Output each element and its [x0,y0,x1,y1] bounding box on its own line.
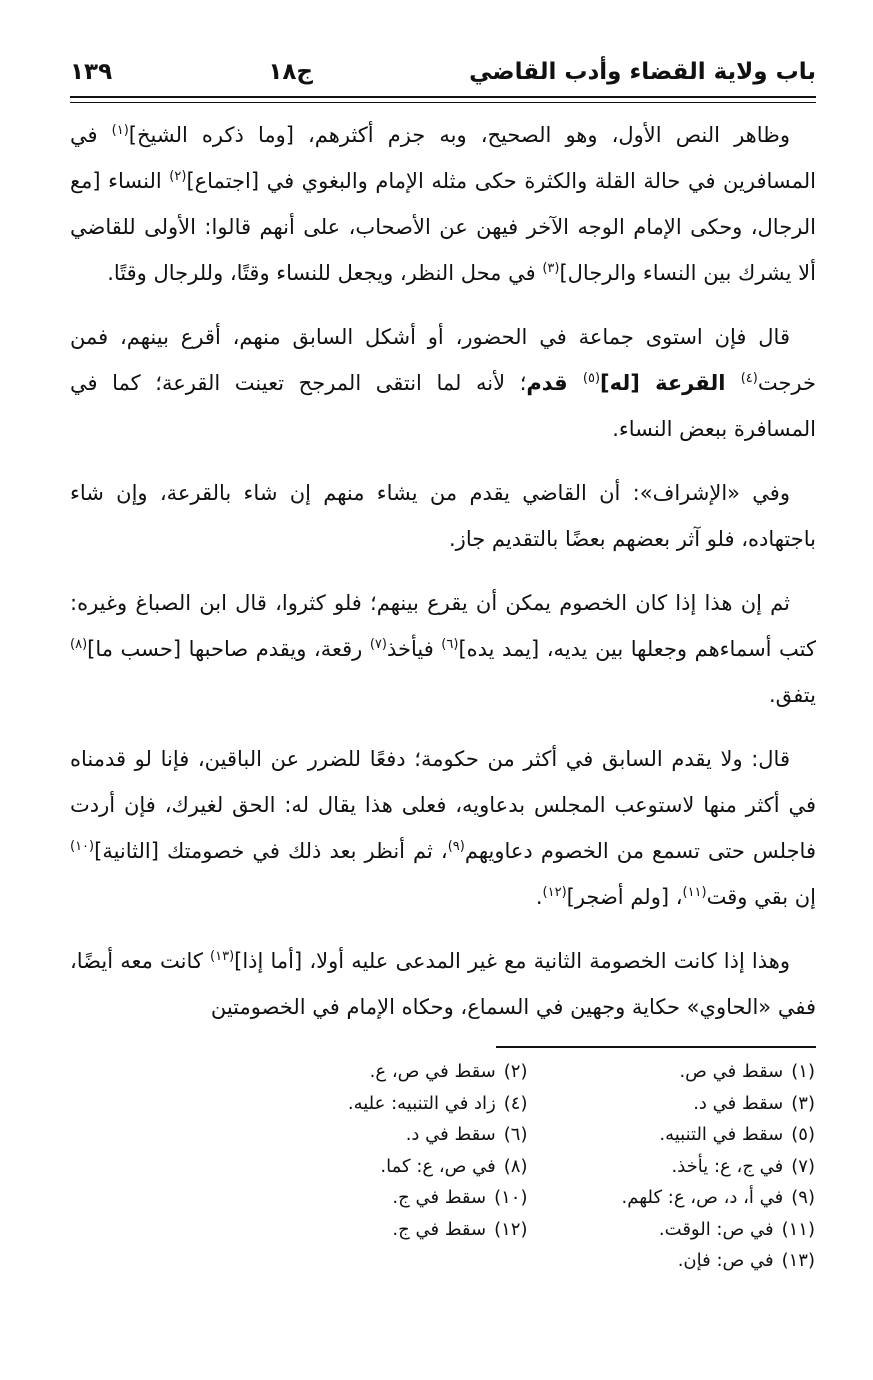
text-run: ، ثم أنظر بعد ذلك في خصومتك [الثانية] [94,839,448,863]
text-run: رقعة، ويقدم صاحبها [حسب ما] [87,637,370,661]
footnote-number: (٤) [503,1092,528,1114]
text-run: كانت معه أيضًا، ففي «الحاوي» حكاية وجهين في السماع، وحكاه الإمام في الخصومتين [70,949,816,1019]
footnote-item [548,1119,816,1151]
footnote-ref: (٩) [447,839,465,854]
footnote-number: (١٢) [494,1218,528,1240]
footnote-number: (١٠) [494,1187,528,1208]
footnote-ref: (٦) [441,637,459,652]
volume-label: ج١٨ [268,59,313,85]
paragraph-1 [70,112,816,296]
footnote-item [548,1245,816,1277]
footnote-ref: (٣) [542,261,560,276]
footnote-item [260,1151,528,1183]
footnote-ref: (٥) [582,371,601,386]
text-run-bold: القرعة [له] [600,371,741,395]
footnote-number: (٦) [503,1124,528,1145]
footnote-ref: (٨) [70,637,88,652]
chapter-title: باب ولاية القضاء وأدب القاضي [469,59,816,85]
footnote-item [260,1056,528,1088]
footnote-ref: (١٢) [542,885,567,900]
text-run: ، [ولم أضجر] [566,885,683,909]
footnote-text: سقط في ص. [679,1061,784,1082]
footnote-item [260,1119,528,1151]
footnote-item [548,1182,816,1214]
footnote-text: في ج، ع: يأخذ. [671,1155,784,1177]
footnote-text: سقط في ج. [392,1218,487,1240]
text-run: في المسافرين في حالة القلة والكثرة حكى مثله الإمام والبغوي في [اجتماع] [70,123,817,193]
footnote-number: (٧) [791,1155,815,1177]
footnote-number: (٣) [791,1092,815,1114]
paragraph-4 [70,580,816,718]
footnote-ref: (٤) [740,371,758,386]
text-run: إن بقي وقت [706,885,816,909]
text-run-bold: قدم [526,371,583,395]
text-run: . [535,885,543,909]
paragraph-2 [70,314,816,452]
footnote-number: (٩) [791,1187,815,1208]
text-run: قال: ولا يقدم السابق في أكثر من حكومة؛ دفعًا للضرر عن الباقين، فإنا لو قدمناه في أكثر منها لاستوعب المجلس بدعاويه، فعلى هذا يقال له: الحق لغيرك، فإن أردت فاجلس حتى تسمع من الخصوم دعاويهم [70,747,816,863]
footnote-item [548,1056,816,1088]
footnote-text: سقط في د. [405,1124,496,1145]
text-run: قال فإن استوى جماعة في الحضور، أو أشكل السابق منهم، أقرع بينهم، فمن خرجت [70,325,816,395]
text-run: ؛ لأنه لما انتقى المرجح تعينت القرعة؛ كما في المسافرة ببعض النساء. [70,371,816,441]
text-run: ثم إن هذا إذا كان الخصوم يمكن أن يقرع بينهم؛ فلو كثروا، قال ابن الصباغ وغيره: كتب أسماءهم وجعلها بين يديه، [يمد يده] [70,591,816,661]
header-rule [70,96,816,98]
footnote-item [548,1151,816,1183]
footnote-text: زاد في التنبيه: عليه. [347,1092,496,1114]
paragraph-3: وفي «الإشراف»: أن القاضي يقدم من يشاء منهم إن شاء بالقرعة، وإن شاء باجتهاده، فلو آثر بعضهم بعضًا بالتقديم جاز. [70,481,816,551]
footnote-number: (٨) [503,1155,528,1177]
footnote-ref: (١١) [682,885,707,900]
footnote-separator [496,1046,816,1048]
page-number: ١٣٩ [70,59,113,85]
footnote-ref: (١) [111,123,129,138]
footnote-number: (١) [791,1061,815,1082]
text-run: النساء [مع الرجال، وحكى الإمام الوجه الآخر فيهن عن الأصحاب، على أنهم قالوا: الأولى للقاضي ألا يشرك بين النساء والرجال] [70,169,816,285]
footnote-number: (٥) [791,1124,815,1145]
main-text [70,112,816,1048]
text-run: في محل النظر، ويجعل للنساء وقتًا، وللرجال وقتًا. [107,261,543,285]
text-run: وظاهر النص الأول، وهو الصحيح، وبه جزم أكثرهم، [وما ذكره الشيخ] [128,123,790,147]
footnote-number: (١٣) [781,1250,815,1271]
footnote-text: سقط في د. [693,1092,784,1114]
footnote-item [548,1214,816,1246]
footnote-item [260,1214,528,1246]
footnote-text: في ص: الوقت. [658,1218,774,1240]
footnote-ref: (١٠) [70,839,95,854]
footnote-item [260,1182,528,1214]
footnote-text: في أ، د، ص، ع: كلهم. [621,1187,784,1208]
paragraph-5 [70,736,816,920]
footnote-item [260,1088,528,1120]
footnote-number: (١١) [781,1218,815,1240]
footnote-text: سقط في التنبيه. [659,1124,784,1145]
footnote-text: سقط في ص، ع. [369,1061,496,1082]
text-run: فيأخذ [386,637,442,661]
footnote-number: (٢) [503,1061,528,1082]
footnote-ref: (٧) [369,637,387,652]
footnote-item [548,1088,816,1120]
footnote-text: في ص، ع: كما. [380,1155,496,1177]
footnote-text: في ص: فإن. [677,1250,774,1271]
header-rule-thin [70,102,816,103]
footnote-ref: (١٣) [210,949,235,964]
paragraph-6 [70,938,816,1030]
text-run: وهذا إذا كانت الخصومة الثانية مع غير المدعى عليه أولا، [أما إذا] [234,949,791,973]
footnotes [260,1056,815,1277]
running-header [70,50,816,94]
footnote-text: سقط في ج. [392,1187,487,1208]
text-run: يتفق. [769,683,816,707]
footnote-ref: (٢) [169,169,187,184]
